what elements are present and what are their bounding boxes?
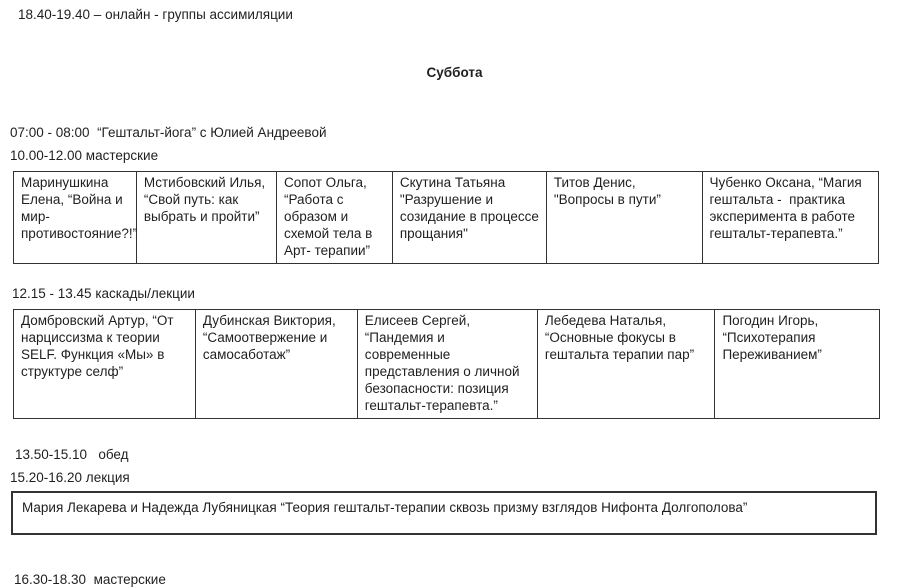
- cascade-cell: Елисеев Сергей, “Пандемия и современные представления о личной безопасности: позиция гештальт-терапевта.”: [357, 310, 537, 419]
- table-row: [14, 310, 880, 419]
- cascade-cell: Погодин Игорь, “Психотерапия Переживанием”: [715, 310, 880, 419]
- cascades-time-line: 12.15 - 13.45 каскады/лекции: [12, 286, 195, 301]
- workshop-cell: Маринушкина Елена, “Война и мир-противостояние?!”: [14, 172, 137, 264]
- day-heading: Суббота: [426, 65, 483, 80]
- morning-workshops-table: [13, 171, 879, 264]
- online-groups-line: 18.40-19.40 – онлайн - группы ассимиляции: [18, 7, 293, 22]
- workshop-cell: Титов Денис, "Вопросы в пути”: [546, 172, 702, 264]
- lecture-time-line: 15.20-16.20 лекция: [10, 470, 130, 485]
- workshop-cell: Мстибовский Илья, “Свой путь: как выбрать и пройти”: [136, 172, 276, 264]
- cascade-cell: Лебедева Наталья, “Основные фокусы в гештальта терапии пар”: [537, 310, 715, 419]
- cascades-lectures-table: [13, 309, 880, 419]
- workshop-cell: Скутина Татьяна "Разрушение и созидание в процессе прощания": [392, 172, 546, 264]
- morning-workshops-time-line: 10.00-12.00 мастерские: [10, 148, 159, 163]
- cascade-cell: Дубинская Виктория, “Самоотвержение и самосаботаж”: [195, 310, 357, 419]
- lecture-box: Мария Лекарева и Надежда Лубяницкая “Теория гештальт-терапии сквозь призму взглядов Нифонта Долгополова”: [11, 491, 877, 535]
- evening-workshops-time-line: 16.30-18.30 мастерские: [14, 572, 166, 587]
- workshop-cell: Сопот Ольга, “Работа с образом и схемой тела в Арт- терапии”: [276, 172, 392, 264]
- yoga-line: 07:00 - 08:00 “Гештальт-йога” с Юлией Андреевой: [10, 125, 327, 140]
- workshop-cell: Чубенко Оксана, “Магия гештальта - практика эксперимента в работе гештальт-терапевта.”: [702, 172, 878, 264]
- schedule-page: [0, 7, 909, 587]
- lunch-time-line: 13.50-15.10 обед: [15, 447, 129, 462]
- table-row: [14, 172, 879, 264]
- cascade-cell: Домбровский Артур, “От нарциссизма к теории SELF. Функция «Мы» в структуре селф”: [14, 310, 196, 419]
